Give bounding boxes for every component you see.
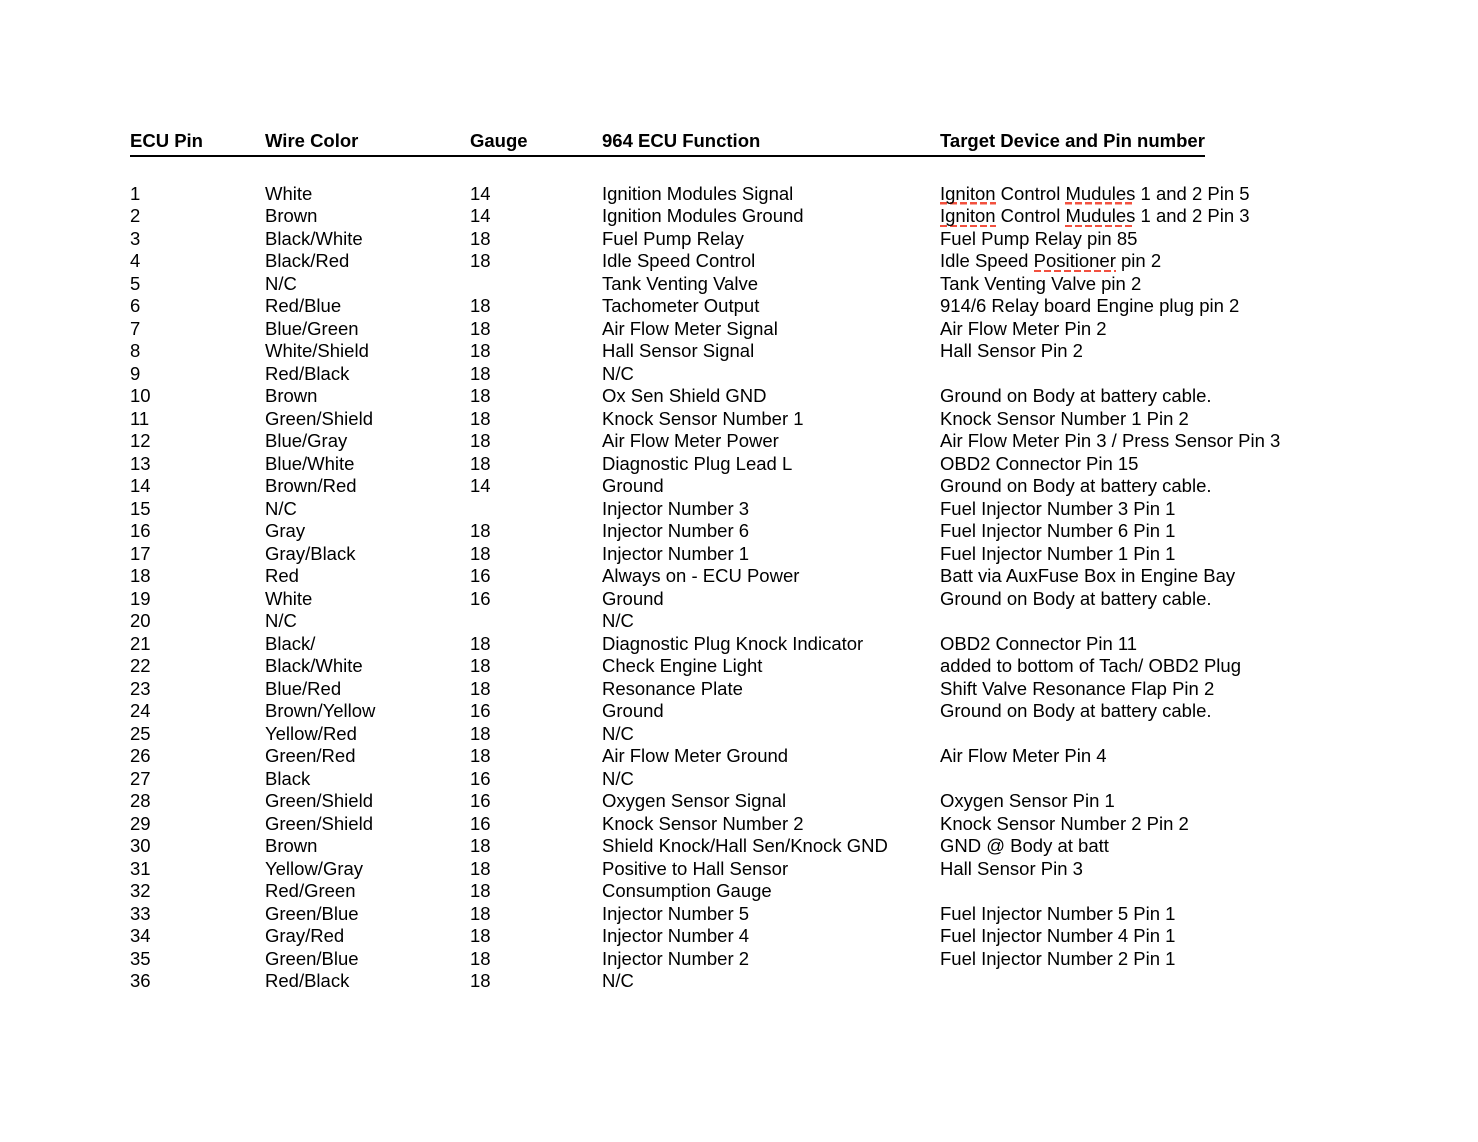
cell-wire: Black/Red [265, 250, 350, 271]
table-row [130, 970, 1280, 993]
cell-pin: 26 [130, 745, 151, 766]
cell-wire: Blue/Green [265, 317, 359, 339]
cell-gauge: 18 [470, 407, 491, 429]
cell-pin: 2 [130, 205, 141, 226]
cell-gauge: 14 [470, 475, 491, 496]
cell-wire: Gray/Black [265, 542, 356, 564]
cell-function: Air Flow Meter Signal [602, 317, 778, 339]
cell-function: Injector Number 4 [602, 925, 750, 946]
table-row [130, 565, 1280, 588]
cell-wire: Brown/Yellow [265, 700, 376, 721]
cell-target: Knock Sensor Number 2 Pin 2 [940, 812, 1189, 834]
header-gauge: Gauge [470, 130, 528, 151]
cell-wire: N/C [265, 272, 297, 294]
cell-function: Always on - ECU Power [602, 565, 800, 586]
cell-gauge: 18 [470, 520, 491, 541]
cell-target: Knock Sensor Number 1 Pin 2 [940, 407, 1189, 429]
cell-pin: 29 [130, 812, 151, 834]
table-row [130, 588, 1280, 611]
cell-gauge: 16 [470, 587, 491, 609]
cell-pin: 4 [130, 250, 141, 271]
cell-wire: Black [265, 767, 311, 789]
cell-wire: Yellow/Red [265, 722, 357, 744]
cell-target: OBD2 Connector Pin 11 [940, 632, 1138, 654]
table-row [130, 520, 1280, 543]
cell-function: Tachometer Output [602, 295, 760, 316]
table-row [130, 880, 1280, 903]
cell-wire: Blue/Red [265, 677, 342, 699]
cell-target: Fuel Pump Relay pin 85 [940, 227, 1138, 249]
table-row [130, 655, 1280, 678]
cell-gauge: 18 [470, 857, 491, 879]
cell-target: OBD2 Connector Pin 15 [940, 452, 1139, 474]
cell-gauge: 18 [470, 295, 491, 316]
cell-pin: 34 [130, 925, 151, 946]
cell-wire: Green/Blue [265, 902, 359, 924]
cell-pin: 12 [130, 430, 151, 451]
cell-gauge: 18 [470, 722, 491, 744]
cell-target: 914/6 Relay board Engine plug pin 2 [940, 295, 1240, 316]
cell-wire: Black/White [265, 227, 363, 249]
table-row [130, 498, 1280, 521]
cell-pin: 23 [130, 677, 151, 699]
cell-pin: 14 [130, 475, 151, 496]
cell-pin: 18 [130, 565, 151, 586]
cell-target [940, 363, 1280, 386]
cell-function: Idle Speed Control [602, 250, 756, 271]
cell-pin: 1 [130, 182, 141, 204]
cell-pin: 36 [130, 970, 151, 991]
cell-gauge: 18 [470, 430, 491, 451]
table-row [130, 925, 1280, 948]
cell-gauge: 18 [470, 362, 491, 384]
cell-target: Fuel Injector Number 1 Pin 1 [940, 542, 1176, 564]
cell-function: N/C [602, 767, 634, 789]
cell-gauge: 18 [470, 902, 491, 924]
cell-gauge [470, 273, 602, 296]
cell-wire: Green/Shield [265, 812, 373, 834]
header-ecu-function: 964 ECU Function [602, 130, 761, 151]
cell-gauge: 18 [470, 452, 491, 474]
cell-gauge [470, 498, 602, 521]
cell-pin: 11 [130, 407, 150, 429]
table-row [130, 408, 1280, 431]
cell-pin: 21 [130, 632, 151, 654]
table-row [130, 948, 1280, 971]
cell-target: Ground on Body at battery cable. [940, 700, 1212, 721]
cell-target: Ground on Body at battery cable. [940, 475, 1212, 496]
cell-gauge: 18 [470, 880, 491, 901]
table-rows [130, 183, 1280, 993]
cell-function: N/C [602, 722, 634, 744]
cell-wire: Green/Red [265, 745, 356, 766]
table-row [130, 475, 1280, 498]
cell-wire: Blue/Gray [265, 430, 348, 451]
cell-function: Ground [602, 587, 664, 609]
cell-function: Knock Sensor Number 2 [602, 812, 804, 834]
cell-wire: White [265, 587, 313, 609]
misspelled-word: Mudules [1065, 205, 1136, 226]
cell-function: N/C [602, 610, 634, 631]
table-row [130, 273, 1280, 296]
cell-target: Air Flow Meter Pin 3 / Press Sensor Pin 3 [940, 430, 1281, 451]
cell-pin: 5 [130, 272, 141, 294]
cell-pin: 6 [130, 295, 141, 316]
cell-pin: 13 [130, 452, 151, 474]
cell-pin: 15 [130, 497, 151, 519]
table-row [130, 430, 1280, 453]
cell-pin: 27 [130, 767, 151, 789]
cell-target: Fuel Injector Number 3 Pin 1 [940, 497, 1176, 519]
cell-target: Hall Sensor Pin 2 [940, 340, 1083, 361]
cell-pin: 28 [130, 790, 151, 811]
table-row [130, 768, 1280, 791]
misspelled-word: Mudules [1065, 182, 1136, 204]
cell-target: Oxygen Sensor Pin 1 [940, 790, 1115, 811]
cell-pin: 25 [130, 722, 151, 744]
table-row [130, 745, 1280, 768]
cell-gauge: 18 [470, 925, 491, 946]
cell-gauge: 14 [470, 182, 491, 204]
misspelled-word: Igniton [940, 182, 996, 204]
cell-pin: 20 [130, 610, 151, 631]
cell-gauge [470, 610, 602, 633]
table-row [130, 250, 1280, 273]
cell-target: Ground on Body at battery cable. [940, 385, 1212, 406]
cell-wire: Blue/White [265, 452, 355, 474]
cell-gauge: 18 [470, 227, 491, 249]
table-row [130, 385, 1280, 408]
table-row [130, 678, 1280, 701]
cell-gauge: 16 [470, 700, 491, 721]
table-row [130, 858, 1280, 881]
cell-function: Ignition Modules Signal [602, 182, 794, 204]
cell-function: Knock Sensor Number 1 [602, 407, 804, 429]
cell-target: Igniton Control Mudules 1 and 2 Pin 5 [940, 182, 1250, 204]
table-row [130, 363, 1280, 386]
cell-wire: N/C [265, 497, 297, 519]
table-row [130, 228, 1280, 251]
table-row [130, 340, 1280, 363]
cell-function: Ox Sen Shield GND [602, 385, 767, 406]
table-row [130, 903, 1280, 926]
cell-function: Hall Sensor Signal [602, 340, 755, 361]
table-row [130, 633, 1280, 656]
cell-target: Hall Sensor Pin 3 [940, 857, 1083, 879]
cell-wire: Green/Shield [265, 407, 373, 429]
cell-target: Fuel Injector Number 6 Pin 1 [940, 520, 1176, 541]
cell-wire: Gray [265, 520, 306, 541]
cell-target [940, 610, 1280, 633]
table-row [130, 318, 1280, 341]
cell-wire: White/Shield [265, 340, 369, 361]
cell-wire: Brown [265, 835, 318, 856]
cell-target: Igniton Control Mudules 1 and 2 Pin 3 [940, 205, 1250, 226]
cell-wire: Green/Blue [265, 947, 359, 969]
cell-pin: 31 [130, 857, 151, 879]
cell-target [940, 723, 1280, 746]
cell-gauge: 16 [470, 812, 491, 834]
cell-function: Injector Number 6 [602, 520, 750, 541]
cell-gauge: 16 [470, 565, 491, 586]
table-row [130, 790, 1280, 813]
cell-gauge: 18 [470, 250, 491, 271]
header-wire-color: Wire Color [265, 130, 359, 151]
table-row [130, 543, 1280, 566]
cell-gauge: 18 [470, 385, 491, 406]
cell-function: Ground [602, 700, 664, 721]
cell-pin: 33 [130, 902, 151, 924]
cell-function: Injector Number 5 [602, 902, 750, 924]
cell-wire: White [265, 182, 313, 204]
cell-target: Fuel Injector Number 5 Pin 1 [940, 902, 1176, 924]
cell-function: Oxygen Sensor Signal [602, 790, 787, 811]
cell-function: Check Engine Light [602, 655, 763, 676]
cell-pin: 9 [130, 362, 141, 384]
cell-wire: Green/Shield [265, 790, 373, 811]
cell-target: added to bottom of Tach/ OBD2 Plug [940, 655, 1241, 676]
cell-gauge: 18 [470, 970, 491, 991]
header-ecu-pin: ECU Pin [130, 130, 203, 151]
cell-function: Diagnostic Plug Lead L [602, 452, 793, 474]
cell-function: Ground [602, 475, 664, 496]
cell-pin: 7 [130, 317, 141, 339]
cell-wire: Red/Black [265, 970, 350, 991]
table-row [130, 723, 1280, 746]
cell-wire: Gray/Red [265, 925, 345, 946]
cell-wire: Brown [265, 205, 318, 226]
cell-pin: 35 [130, 947, 151, 969]
cell-function: Positive to Hall Sensor [602, 857, 789, 879]
cell-function: Shield Knock/Hall Sen/Knock GND [602, 835, 888, 856]
cell-target: Batt via AuxFuse Box in Engine Bay [940, 565, 1236, 586]
cell-function: Air Flow Meter Power [602, 430, 779, 451]
cell-function: Consumption Gauge [602, 880, 772, 901]
cell-gauge: 18 [470, 677, 491, 699]
cell-target [940, 768, 1280, 791]
cell-wire: Brown/Red [265, 475, 357, 496]
table-row [130, 453, 1280, 476]
cell-target: Idle Speed Positioner pin 2 [940, 250, 1162, 271]
cell-gauge: 18 [470, 745, 491, 766]
cell-function: Air Flow Meter Ground [602, 745, 789, 766]
cell-pin: 17 [130, 542, 151, 564]
cell-gauge: 18 [470, 632, 491, 654]
cell-target: Fuel Injector Number 2 Pin 1 [940, 947, 1176, 969]
cell-pin: 19 [130, 587, 151, 609]
cell-pin: 24 [130, 700, 151, 721]
cell-function: N/C [602, 362, 634, 384]
cell-gauge: 18 [470, 655, 491, 676]
table-row [130, 183, 1280, 206]
cell-gauge: 18 [470, 947, 491, 969]
table-row [130, 295, 1280, 318]
cell-function: Ignition Modules Ground [602, 205, 804, 226]
cell-wire: Red/Black [265, 362, 350, 384]
cell-wire: Brown [265, 385, 318, 406]
cell-wire: N/C [265, 610, 297, 631]
misspelled-word: Igniton [940, 205, 996, 226]
pinout-table [130, 130, 1280, 993]
header-target-device: Target Device and Pin number [940, 130, 1205, 151]
cell-pin: 10 [130, 385, 151, 406]
cell-gauge: 14 [470, 205, 491, 226]
misspelled-word: Positioner [1033, 250, 1116, 271]
cell-target: Air Flow Meter Pin 4 [940, 745, 1107, 766]
cell-target: Shift Valve Resonance Flap Pin 2 [940, 677, 1215, 699]
cell-function: Injector Number 2 [602, 947, 750, 969]
cell-pin: 8 [130, 340, 141, 361]
cell-target: Tank Venting Valve pin 2 [940, 272, 1142, 294]
cell-function: Resonance Plate [602, 677, 743, 699]
cell-target: GND @ Body at batt [940, 835, 1109, 856]
cell-gauge: 18 [470, 835, 491, 856]
cell-pin: 30 [130, 835, 151, 856]
cell-function: Tank Venting Valve [602, 272, 758, 294]
cell-wire: Red/Green [265, 880, 356, 901]
cell-gauge: 18 [470, 317, 491, 339]
table-row [130, 700, 1280, 723]
cell-wire: Black/ [265, 632, 316, 654]
cell-pin: 3 [130, 227, 141, 249]
cell-wire: Yellow/Gray [265, 857, 364, 879]
cell-target: Fuel Injector Number 4 Pin 1 [940, 925, 1176, 946]
cell-wire: Red/Blue [265, 295, 342, 316]
cell-pin: 32 [130, 880, 151, 901]
cell-gauge: 18 [470, 542, 491, 564]
table-row [130, 813, 1280, 836]
cell-wire: Red [265, 565, 299, 586]
table-row [130, 610, 1280, 633]
cell-function: Injector Number 1 [602, 542, 750, 564]
table-header [130, 130, 1205, 157]
cell-function: Injector Number 3 [602, 497, 750, 519]
cell-gauge: 16 [470, 767, 491, 789]
table-row [130, 205, 1280, 228]
cell-gauge: 16 [470, 790, 491, 811]
cell-function: Diagnostic Plug Knock Indicator [602, 632, 864, 654]
cell-gauge: 18 [470, 340, 491, 361]
cell-function: N/C [602, 970, 634, 991]
cell-wire: Black/White [265, 655, 363, 676]
cell-pin: 22 [130, 655, 151, 676]
cell-pin: 16 [130, 520, 151, 541]
cell-target: Air Flow Meter Pin 2 [940, 317, 1107, 339]
table-row [130, 835, 1280, 858]
cell-function: Fuel Pump Relay [602, 227, 744, 249]
cell-target: Ground on Body at battery cable. [940, 587, 1212, 609]
cell-target [940, 880, 1280, 903]
cell-target [940, 970, 1280, 993]
